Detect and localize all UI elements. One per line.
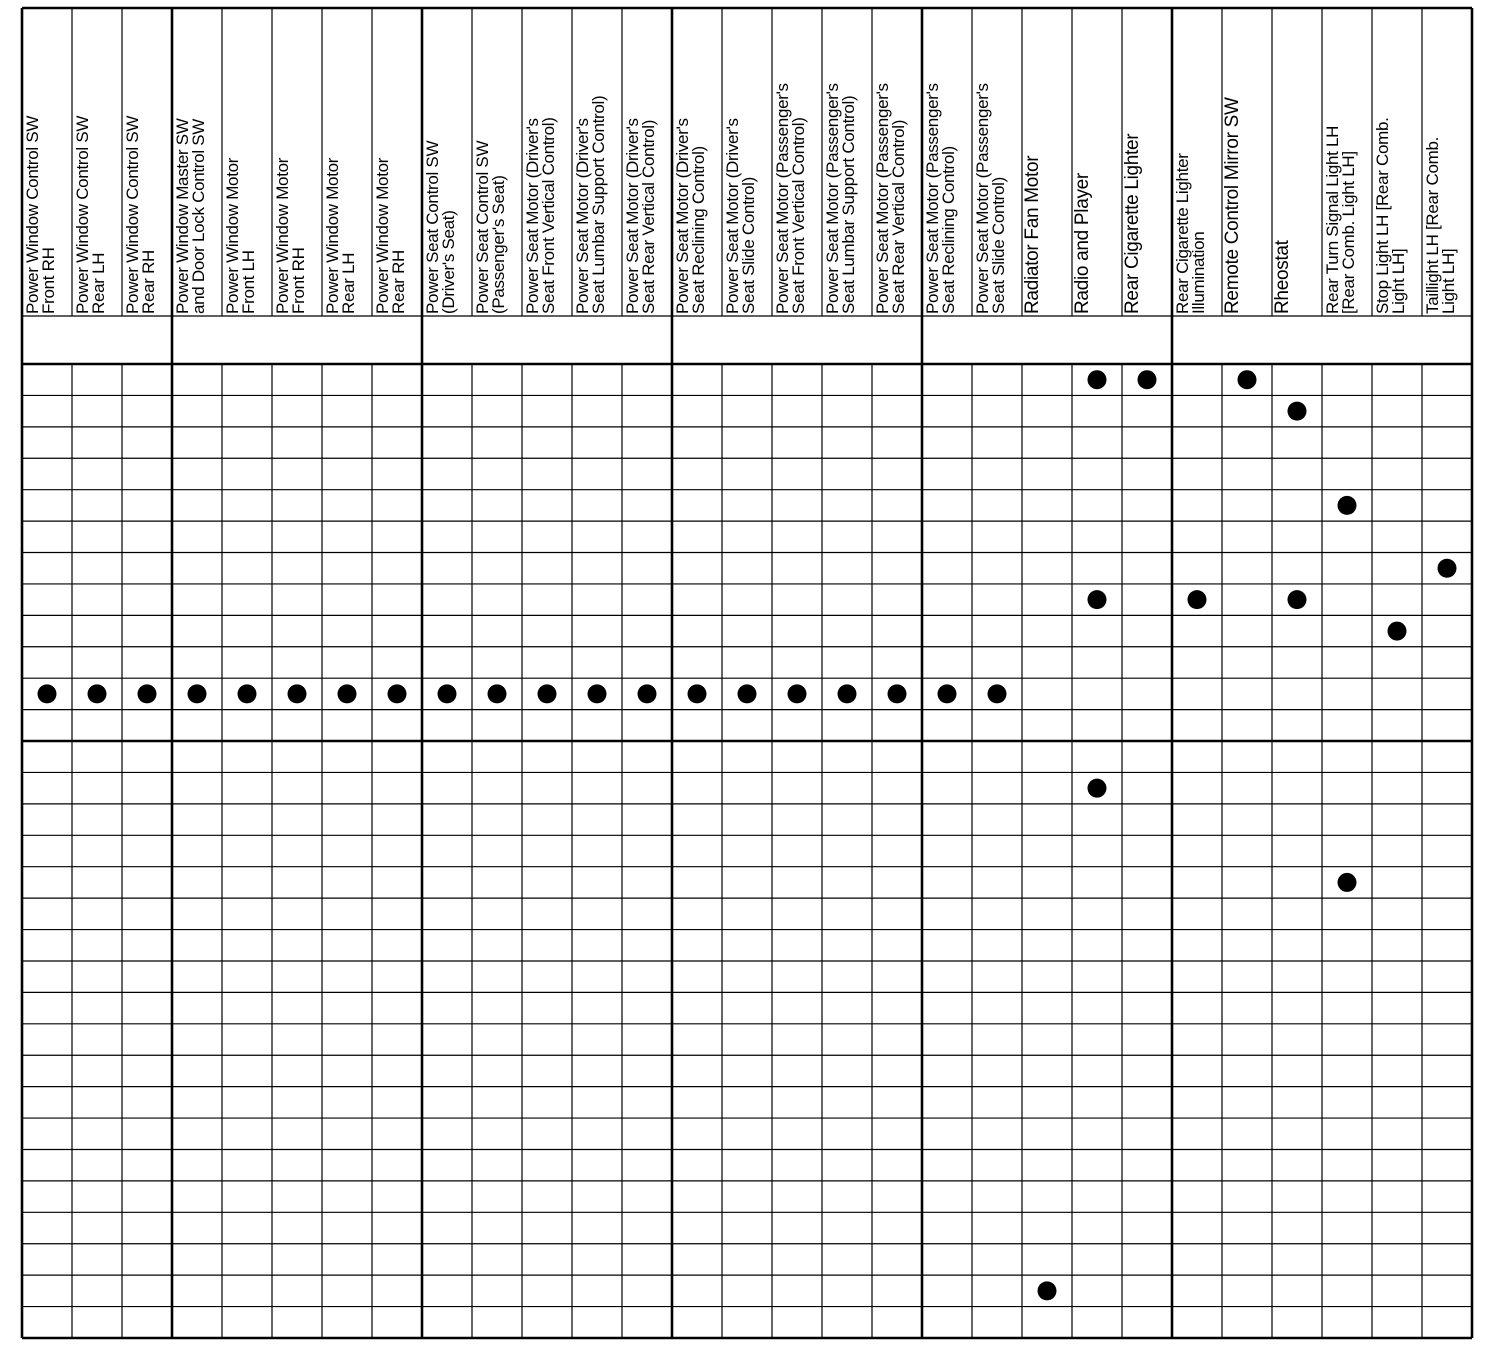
- connection-dot: [1338, 873, 1357, 892]
- column-header-label: Power Seat Control SW (Passenger's Seat): [473, 140, 508, 314]
- column-header-label: Power Window Motor Front LH: [223, 157, 258, 314]
- connection-dot: [438, 684, 457, 703]
- column-header-label: Power Seat Motor (Driver's Seat Lumbar Support Control): [573, 95, 608, 314]
- column-header-label: Power Window Control SW Rear LH: [73, 115, 108, 314]
- connection-dot: [1088, 779, 1107, 798]
- connection-dot: [1388, 622, 1407, 641]
- connection-dot: [688, 684, 707, 703]
- connection-dot: [138, 684, 157, 703]
- column-header-label: Power Window Control SW Front RH: [23, 115, 58, 314]
- column-header-label: Rear Turn Signal Light LH [Rear Comb. Light LH]: [1323, 125, 1358, 314]
- connection-dot: [1288, 590, 1307, 609]
- connection-dot: [788, 684, 807, 703]
- connection-dot: [1088, 590, 1107, 609]
- column-header-label: Remote Control Mirror SW: [1222, 97, 1243, 314]
- connection-dot: [1088, 370, 1107, 389]
- column-header-label: Radiator Fan Motor: [1022, 155, 1043, 314]
- column-header-label: Power Seat Motor (Passenger's Seat Lumbar Support Control): [823, 83, 858, 314]
- column-header-label: Power Window Motor Front RH: [273, 157, 308, 314]
- connection-dot: [338, 684, 357, 703]
- column-header-label: Taillight LH [Rear Comb. Light LH]: [1423, 136, 1458, 314]
- connection-dot: [588, 684, 607, 703]
- connection-dot: [738, 684, 757, 703]
- connection-dot: [1038, 1281, 1057, 1300]
- connection-dot: [1238, 370, 1257, 389]
- column-header-label: Power Seat Control SW (Driver's Seat): [423, 140, 458, 314]
- column-header-label: Radio and Player: [1072, 173, 1093, 314]
- connection-dot: [938, 684, 957, 703]
- connection-dot: [888, 684, 907, 703]
- connection-dot: [1288, 402, 1307, 421]
- column-header-label: Power Seat Motor (Passenger's Seat Reclining Control): [923, 83, 958, 314]
- connection-dot: [838, 684, 857, 703]
- column-header-label: Stop Light LH [Rear Comb. Light LH]: [1373, 117, 1408, 314]
- connection-dot: [388, 684, 407, 703]
- column-header-label: Power Seat Motor (Driver's Seat Front Vertical Control): [523, 117, 558, 314]
- column-header-label: Rear Cigarette Lighter Illumination: [1173, 153, 1208, 314]
- connection-dot: [488, 684, 507, 703]
- column-header-label: Power Seat Motor (Driver's Seat Slide Control): [723, 118, 758, 314]
- connection-dot: [538, 684, 557, 703]
- connection-dot: [638, 684, 657, 703]
- column-header-label: Power Window Control SW Rear RH: [123, 115, 158, 314]
- connection-dot: [238, 684, 257, 703]
- column-header-label: Power Seat Motor (Driver's Seat Rear Vertical Control): [623, 118, 658, 314]
- column-header-label: Power Window Master SW and Door Lock Control SW: [173, 118, 208, 314]
- column-header-label: Rear Cigarette Lighter: [1122, 133, 1143, 314]
- column-header-label: Power Seat Motor (Passenger's Seat Rear Vertical Control): [873, 83, 908, 314]
- column-header-label: Power Window Motor Rear RH: [373, 157, 408, 314]
- column-header-label: Power Window Motor Rear LH: [323, 157, 358, 314]
- connection-dot: [188, 684, 207, 703]
- connection-dot: [1188, 590, 1207, 609]
- column-header-label: Power Seat Motor (Driver's Seat Reclining Control): [673, 118, 708, 314]
- column-header-label: Power Seat Motor (Passenger's Seat Front Vertical Control): [773, 83, 808, 314]
- connection-dot: [1138, 370, 1157, 389]
- connection-dot: [288, 684, 307, 703]
- connection-dot: [38, 684, 57, 703]
- column-header-label: Rheostat: [1272, 240, 1293, 314]
- connection-dot: [88, 684, 107, 703]
- connection-dot: [1338, 496, 1357, 515]
- connection-dot: [1438, 559, 1457, 578]
- column-header-label: Power Seat Motor (Passenger's Seat Slide Control): [973, 83, 1008, 314]
- connection-dot: [988, 684, 1007, 703]
